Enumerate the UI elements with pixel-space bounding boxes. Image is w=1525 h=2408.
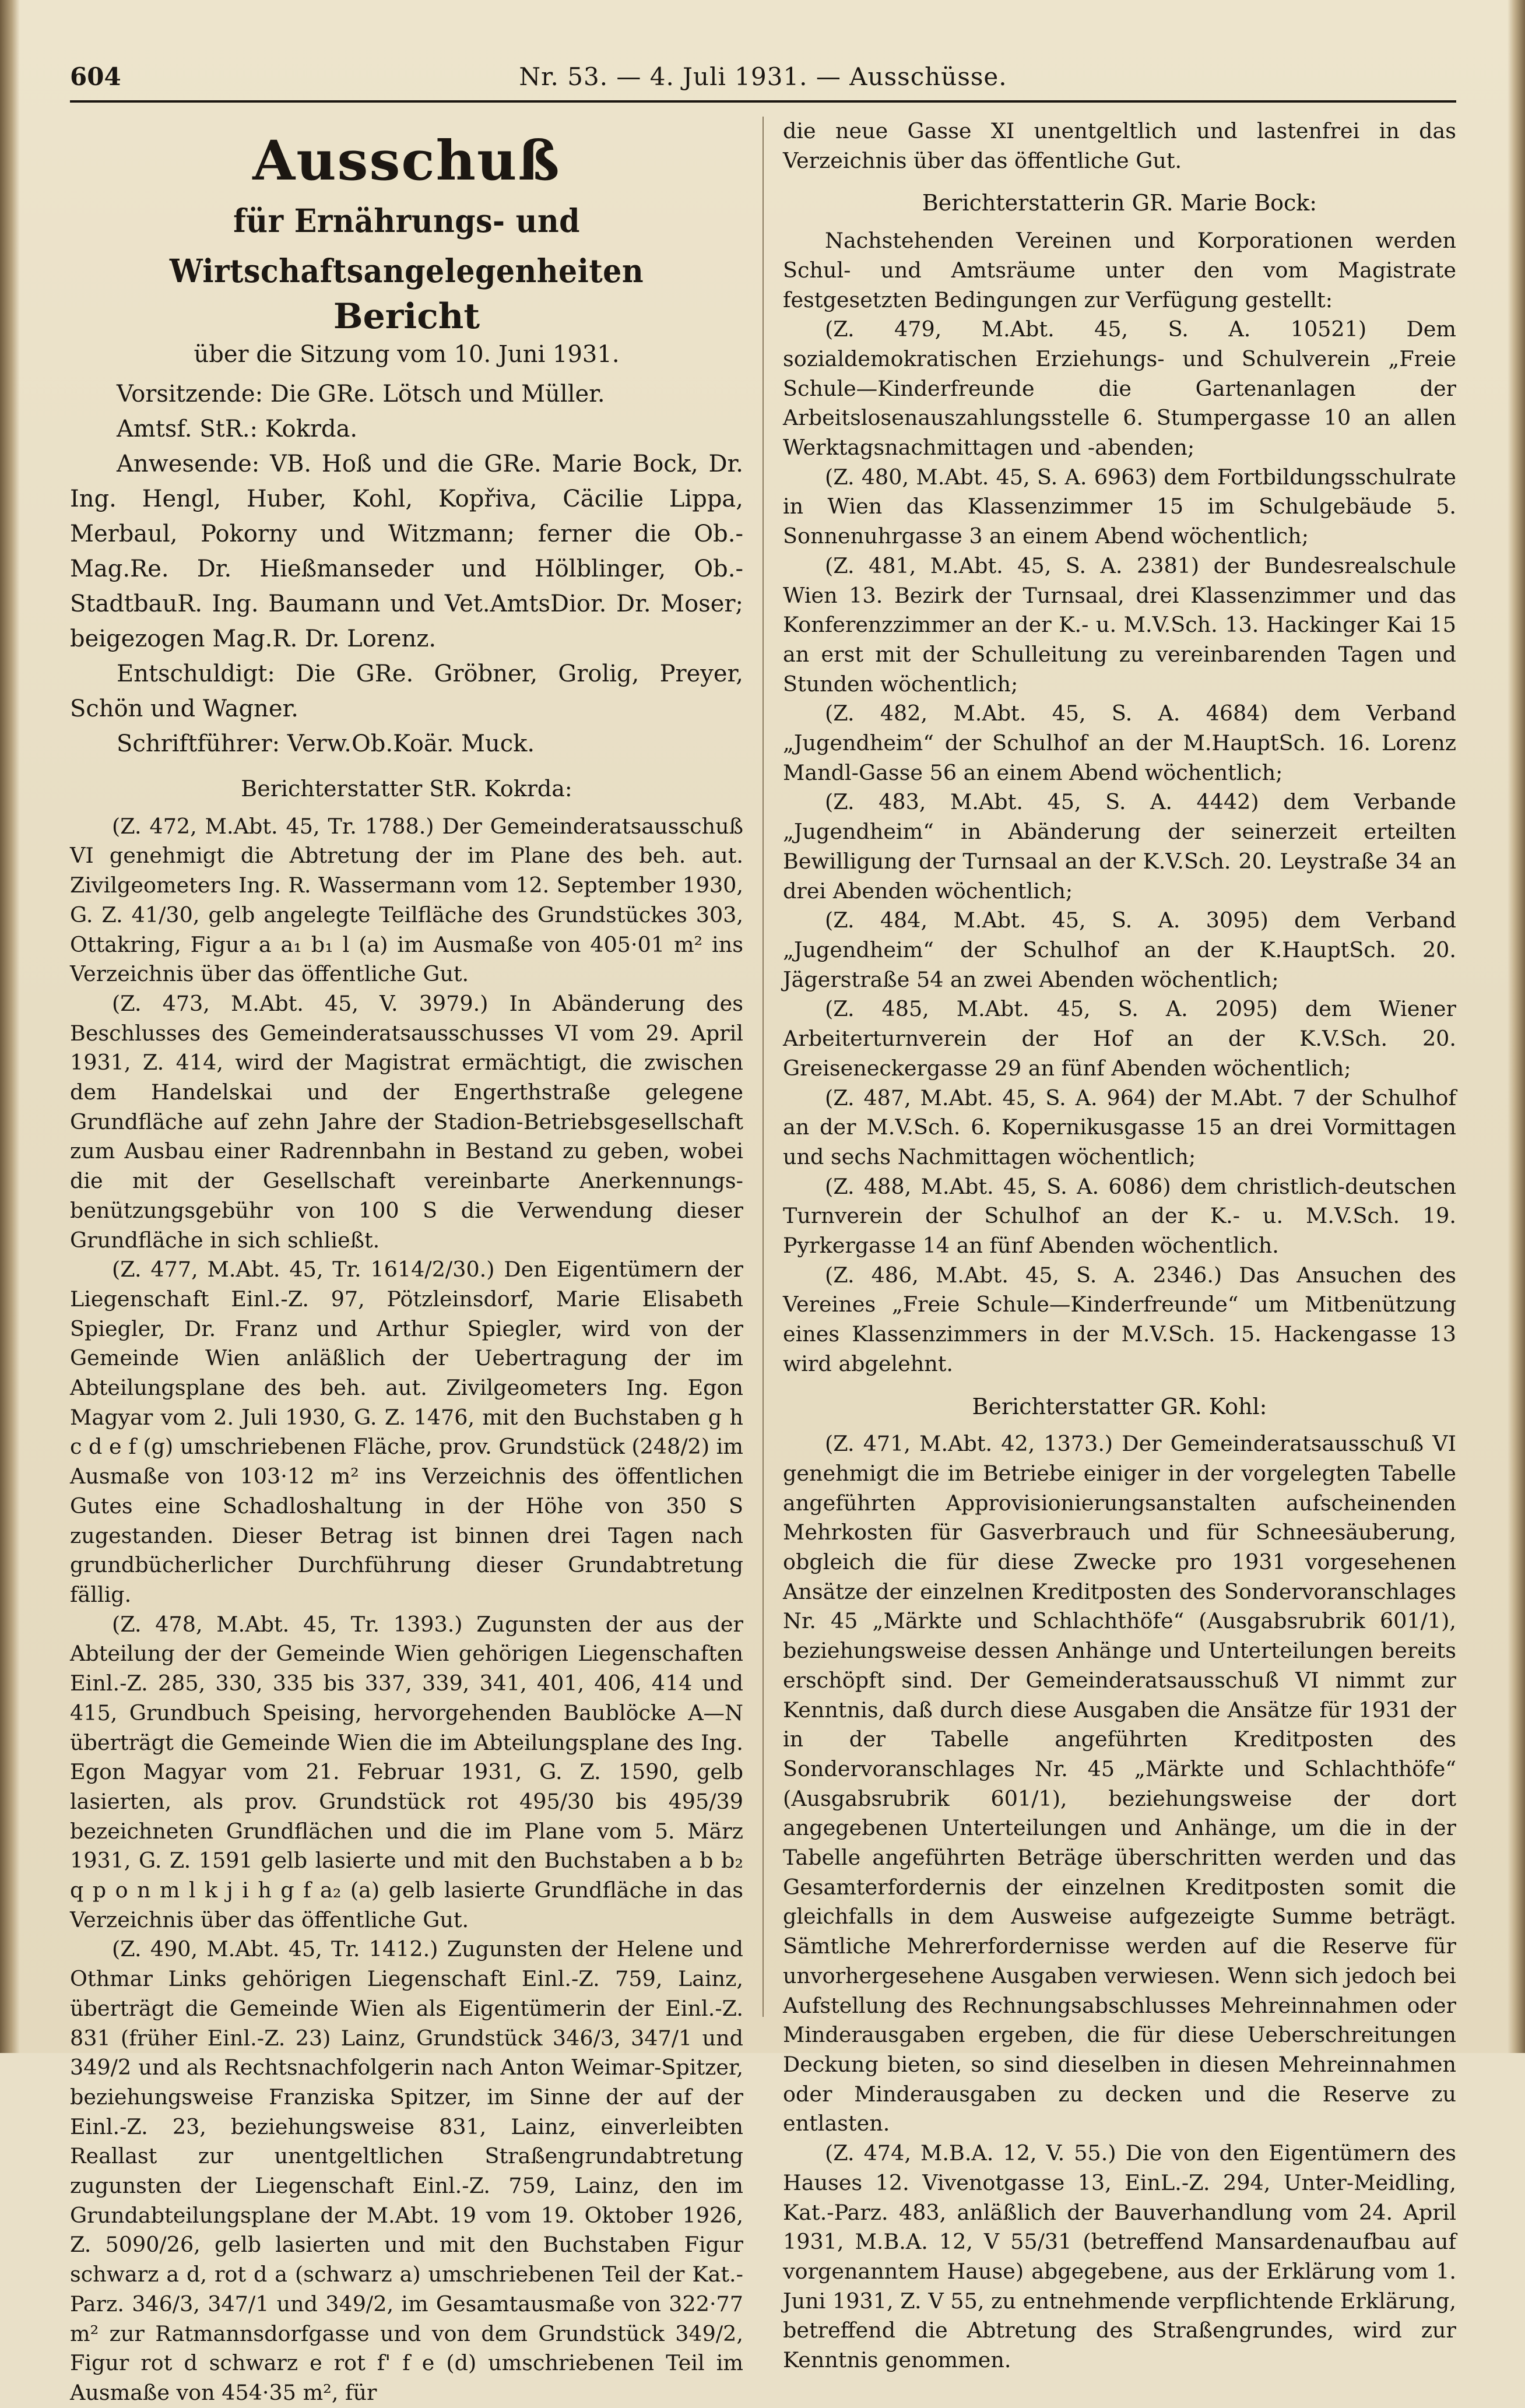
report-heading: Bericht — [333, 296, 480, 337]
section-subtitle: für Ernährungs- und Wirtschaftsangelegenheiten — [169, 202, 644, 290]
item-paragraph: (Z. 486, M.Abt. 45, S. A. 2346.) Das Ansuchen des Vereines „Freie Schule—Kinderfreunde“ um Mitbenützung eines Klassenzimmers in der M.V.Sch. 15. Hackengasse 13 wird abgelehnt. — [783, 1262, 1456, 1376]
item-paragraph: (Z. 474, M.B.A. 12, V. 55.) Die von den Eigentümern des Hauses 12. Vivenotgasse 13, EinL.-Z. 294, Unter-Meidling, Kat.-Parz. 483, anläßlich der Bauverhandlung vom 24. April 1931, M.B.A. 12, V 55/31 (betreffend Mansardenaufbau auf vorgenanntem Hause) abgegebene, aus der Erklärung vom 1. Juni 1931, Z. V 55, zu entnehmende verpflichtende Erklärung, betreffend die Abtretung des Straßengrundes, wird zur Kenntnis genommen. — [783, 2140, 1456, 2373]
continuation-text: die neue Gasse XI unentgeltlich und lastenfrei in das Verzeichnis über das öffentliche Gut. — [783, 118, 1456, 173]
present-line: Anwesende: VB. Hoß und die GRe. Marie Bock, Dr. Ing. Hengl, Huber, Kohl, Kopřiva, Cäcilie Lippa, Merbaul, Pokorny und Witzmann; ferner die Ob.-Mag.Re. Dr. Hießmanseder und Hölblinger, Ob.-StadtbauR. Ing. Baumann und Vet.AmtsDior. Dr. Moser; beigezogen Mag.R. Dr. Lorenz. — [70, 451, 743, 652]
item-paragraph: (Z. 480, M.Abt. 45, S. A. 6963) dem Fortbildungsschulrate in Wien das Klassenzimmer 15 im Schulgebäude 5. Sonnenuhrgasse 3 an einem Abend wöchentlich; — [783, 464, 1456, 549]
item-paragraph: (Z. 473, M.Abt. 45, V. 3979.) In Abänderung des Beschlusses des Gemeinderatsausschusses VI vom 29. April 1931, Z. 414, wird der Magistrat ermächtigt, die zwischen dem Handelskai und der Engerthstraße gelegene Grundfläche auf zehn Jahre der Stadion-Betriebsgesellschaft zum Ausbau einer Radrennbahn in Bestand zu geben, wobei die mit der Gesellschaft vereinbarte Anerkennungs-benützungsgebühr von 100 S die Verwendung dieser Grundfläche in sich schließt. — [70, 990, 743, 1253]
left-column — [70, 117, 743, 2408]
chair-line: Vorsitzende: Die GRe. Lötsch und Müller. — [117, 381, 605, 407]
item-paragraph: (Z. 478, M.Abt. 45, Tr. 1393.) Zugunsten der aus der Abteilung der der Gemeinde Wien gehörigen Liegenschaften Einl.-Z. 285, 330, 335 bis 337, 339, 341, 401, 406, 414 und 415, Grundbuch Speising, hervorgehenden Baublöcke A—N überträgt die Gemeinde Wien die im Abteilungsplane des Ing. Egon Magyar vom 21. Februar 1931, G. Z. 1590, gelb lasierten, als prov. Grundstück rot 495/30 bis 495/39 bezeichneten Grundflächen und die im Plane vom 5. März 1931, G. Z. 1591 gelb lasierte und mit den Buchstaben a b b₂ q p o n m l k j i h g f a₂ (a) gelb lasierte Grundfläche in das Verzeichnis über das öffentliche Gut. — [70, 1611, 743, 1932]
rapporteur-heading: Berichterstatterin GR. Marie Bock: — [922, 190, 1317, 216]
item-paragraph: (Z. 488, M.Abt. 45, S. A. 6086) dem christlich-deutschen Turnverein der Schulhof an der K.- u. M.V.Sch. 19. Pyrkergasse 14 an fünf Abenden wöchentlich. — [783, 1173, 1456, 1259]
page-header — [70, 56, 1456, 98]
page-number: 604 — [70, 62, 121, 91]
item-paragraph: (Z. 484, M.Abt. 45, S. A. 3095) dem Verband „Jugendheim“ der Schulhof an der K.HauptSch. 20. Jägerstraße 54 an zwei Abenden wöchentlich; — [783, 908, 1456, 992]
rapporteur-heading: Berichterstatter GR. Kohl: — [972, 1393, 1267, 1419]
item-paragraph: (Z. 472, M.Abt. 45, Tr. 1788.) Der Gemeinderatsausschuß VI genehmigt die Abtretung der im Plane des beh. aut. Zivilgeometers Ing. R. Wassermann vom 12. September 1930, G. Z. 41/30, gelb angelegte Teilfläche des Grundstückes 303, Ottakring, Figur a a₁ b₁ l (a) im Ausmaße von 405·01 m² ins Verzeichnis über das öffentliche Gut. — [70, 813, 743, 987]
item-paragraph: (Z. 490, M.Abt. 45, Tr. 1412.) Zugunsten der Helene und Othmar Links gehörigen Liegenschaft Einl.-Z. 759, Lainz, überträgt die Gemeinde Wien als Eigentümerin der Einl.-Z. 831 (früher Einl.-Z. 23) Lainz, Grundstück 346/3, 347/1 und 349/2 und als Rechtsnachfolgerin nach Anton Weimar-Spitzer, beziehungsweise Franziska Spitzer, im Sinne der auf der Einl.-Z. 23, beziehungsweise 831, Lainz, einverleibten Reallast zur unentgeltlichen Straßengrundabtretung zugunsten der Liegenschaft Einl.-Z. 759, Lainz, den im Grundabteilungsplane der M.Abt. 19 vom 19. Oktober 1926, Z. 5090/26, gelb lasierten und mit den Buchstaben Figur schwarz a d, rot d a (schwarz a) umschriebenen Teil der Kat.-Parz. 346/3, 347/1 und 349/2, im Gesamtausmaße von 322·77 m² zur Ratmannsdorfgasse und von dem Grundstück 349/2, Figur rot d schwarz e rot f' f e (d) umschriebenen Teil im Ausmaße von 454·35 m², für — [70, 1936, 743, 2405]
intro-paragraph: Nachstehenden Vereinen und Korporationen werden Schul- und Amtsräume unter den vom Magistrate festgesetzten Bedingungen zur Verfügung gestellt: — [783, 228, 1456, 312]
secretary-line: Schriftführer: Verw.Ob.Koär. Muck. — [117, 730, 535, 757]
item-paragraph: (Z. 483, M.Abt. 45, S. A. 4442) dem Verbande „Jugendheim“ in Abänderung der seinerzeit erteilten Bewilligung der Turnsaal an der K.V.Sch. 20. Leystraße 34 an drei Abenden wöchentlich; — [783, 789, 1456, 904]
item-paragraph: (Z. 471, M.Abt. 42, 1373.) Der Gemeinderatsausschuß VI genehmigt die im Betriebe einiger in der vorgelegten Tabelle angeführten Approvisionierungsanstalten aufscheinenden Mehrkosten für Gasverbrauch und für Schneesäuberung, obgleich die für diese Zwecke pro 1931 vorgesehenen Ansätze der einzelnen Kreditposten des Sondervoranschlages Nr. 45 „Märkte und Schlachthöfe“ (Ausgabsrubrik 601/1), beziehungsweise dessen Anhänge und Unterteilungen bereits erschöpft sind. Der Gemeinderatsausschuß VI nimmt zur Kenntnis, daß durch diese Ausgaben die Ansätze für 1931 der in der Tabelle angeführten Kreditposten des Sondervoranschlages Nr. 45 „Märkte und Schlachthöfe“ (Ausgabsrubrik 601/1), beziehungsweise der dort angegebenen Unterteilungen und Anhänge, um die in der Tabelle angeführten Beträge überschritten werden und das Gesamterfordernis der einzelnen Kreditposten somit die gleichfalls in dem Ausweise aufgezeigte Summe beträgt. Sämtliche Mehrerfordernisse werden auf die Reserve für unvorhergesehene Ausgaben verwiesen. Wenn sich jedoch bei Aufstellung des Rechnungsabschlusses Mehreinnahmen oder Minderausgaben ergeben, die für diese Ueberschreitungen Deckung bieten, so sind dieselben in diesen Mehreinnahmen oder Minderausgaben zu decken und die Reserve zu entlasten. — [783, 1431, 1456, 2136]
item-paragraph: (Z. 479, M.Abt. 45, S. A. 10521) Dem sozialdemokratischen Erziehungs- und Schulverein „Freie Schule—Kinderfreunde die Gartenanlagen der Arbeitslosenauszahlungsstelle 6. Stumpergasse 10 an allen Werktagsnachmittagen und -abenden; — [783, 317, 1456, 460]
right-column — [783, 117, 1456, 2375]
item-paragraph: (Z. 487, M.Abt. 45, S. A. 964) der M.Abt. 7 der Schulhof an der M.V.Sch. 6. Kopernikusgasse 15 an drei Vormittagen und sechs Nachmittagen wöchentlich; — [783, 1085, 1456, 1169]
item-paragraph: (Z. 477, M.Abt. 45, Tr. 1614/2/30.) Den Eigentümern der Liegenschaft Einl.-Z. 97, Pötzleinsdorf, Marie Elisabeth Spiegler, Dr. Franz und Arthur Spiegler, wird von der Gemeinde Wien anläßlich der Uebertragung der im Abteilungsplane des beh. aut. Zivilgeometers Ing. Egon Magyar vom 2. Juli 1930, G. Z. 1476, mit den Buchstaben g h c d e f (g) umschriebenen Fläche, prov. Grundstück (248/2) im Ausmaße von 103·12 m² ins Verzeichnis des öffentlichen Gutes eine Schadloshaltung in der Höhe von 350 S zugestanden. Dieser Betrag ist binnen drei Tagen nach grundbücherlicher Durchführung dieser Grundabtretung fällig. — [70, 1257, 743, 1607]
header-rule — [70, 100, 1456, 103]
rapporteur-heading: Berichterstatter StR. Kokrda: — [241, 776, 572, 802]
item-paragraph: (Z. 481, M.Abt. 45, S. A. 2381) der Bundesrealschule Wien 13. Bezirk der Turnsaal, drei Klassenzimmer und das Konferenzzimmer an der K.- u. M.V.Sch. 13. Hackinger Kai 15 an erst mit der Schulleitung zu vereinbarenden Tagen und Stunden wöchentlich; — [783, 553, 1456, 697]
running-title: Nr. 53. — 4. Juli 1931. — Ausschüsse. — [519, 62, 1007, 91]
item-paragraph: (Z. 485, M.Abt. 45, S. A. 2095) dem Wiener Arbeiterturnverein der Hof an der K.V.Sch. 20. Greiseneckergasse 29 an fünf Abenden wöchentlich; — [783, 996, 1456, 1081]
item-paragraph: (Z. 482, M.Abt. 45, S. A. 4684) dem Verband „Jugendheim“ der Schulhof an der M.HauptSch. 16. Lorenz Mandl-Gasse 56 an einem Abend wöchentlich; — [783, 701, 1456, 785]
column-divider — [763, 117, 764, 2017]
session-date: über die Sitzung vom 10. Juni 1931. — [194, 341, 620, 368]
official-line: Amtsf. StR.: Kokrda. — [117, 416, 358, 442]
excused-line: Entschuldigt: Die GRe. Gröbner, Grolig, Preyer, Schön und Wagner. — [70, 660, 743, 722]
section-title: Ausschuß — [252, 129, 561, 193]
